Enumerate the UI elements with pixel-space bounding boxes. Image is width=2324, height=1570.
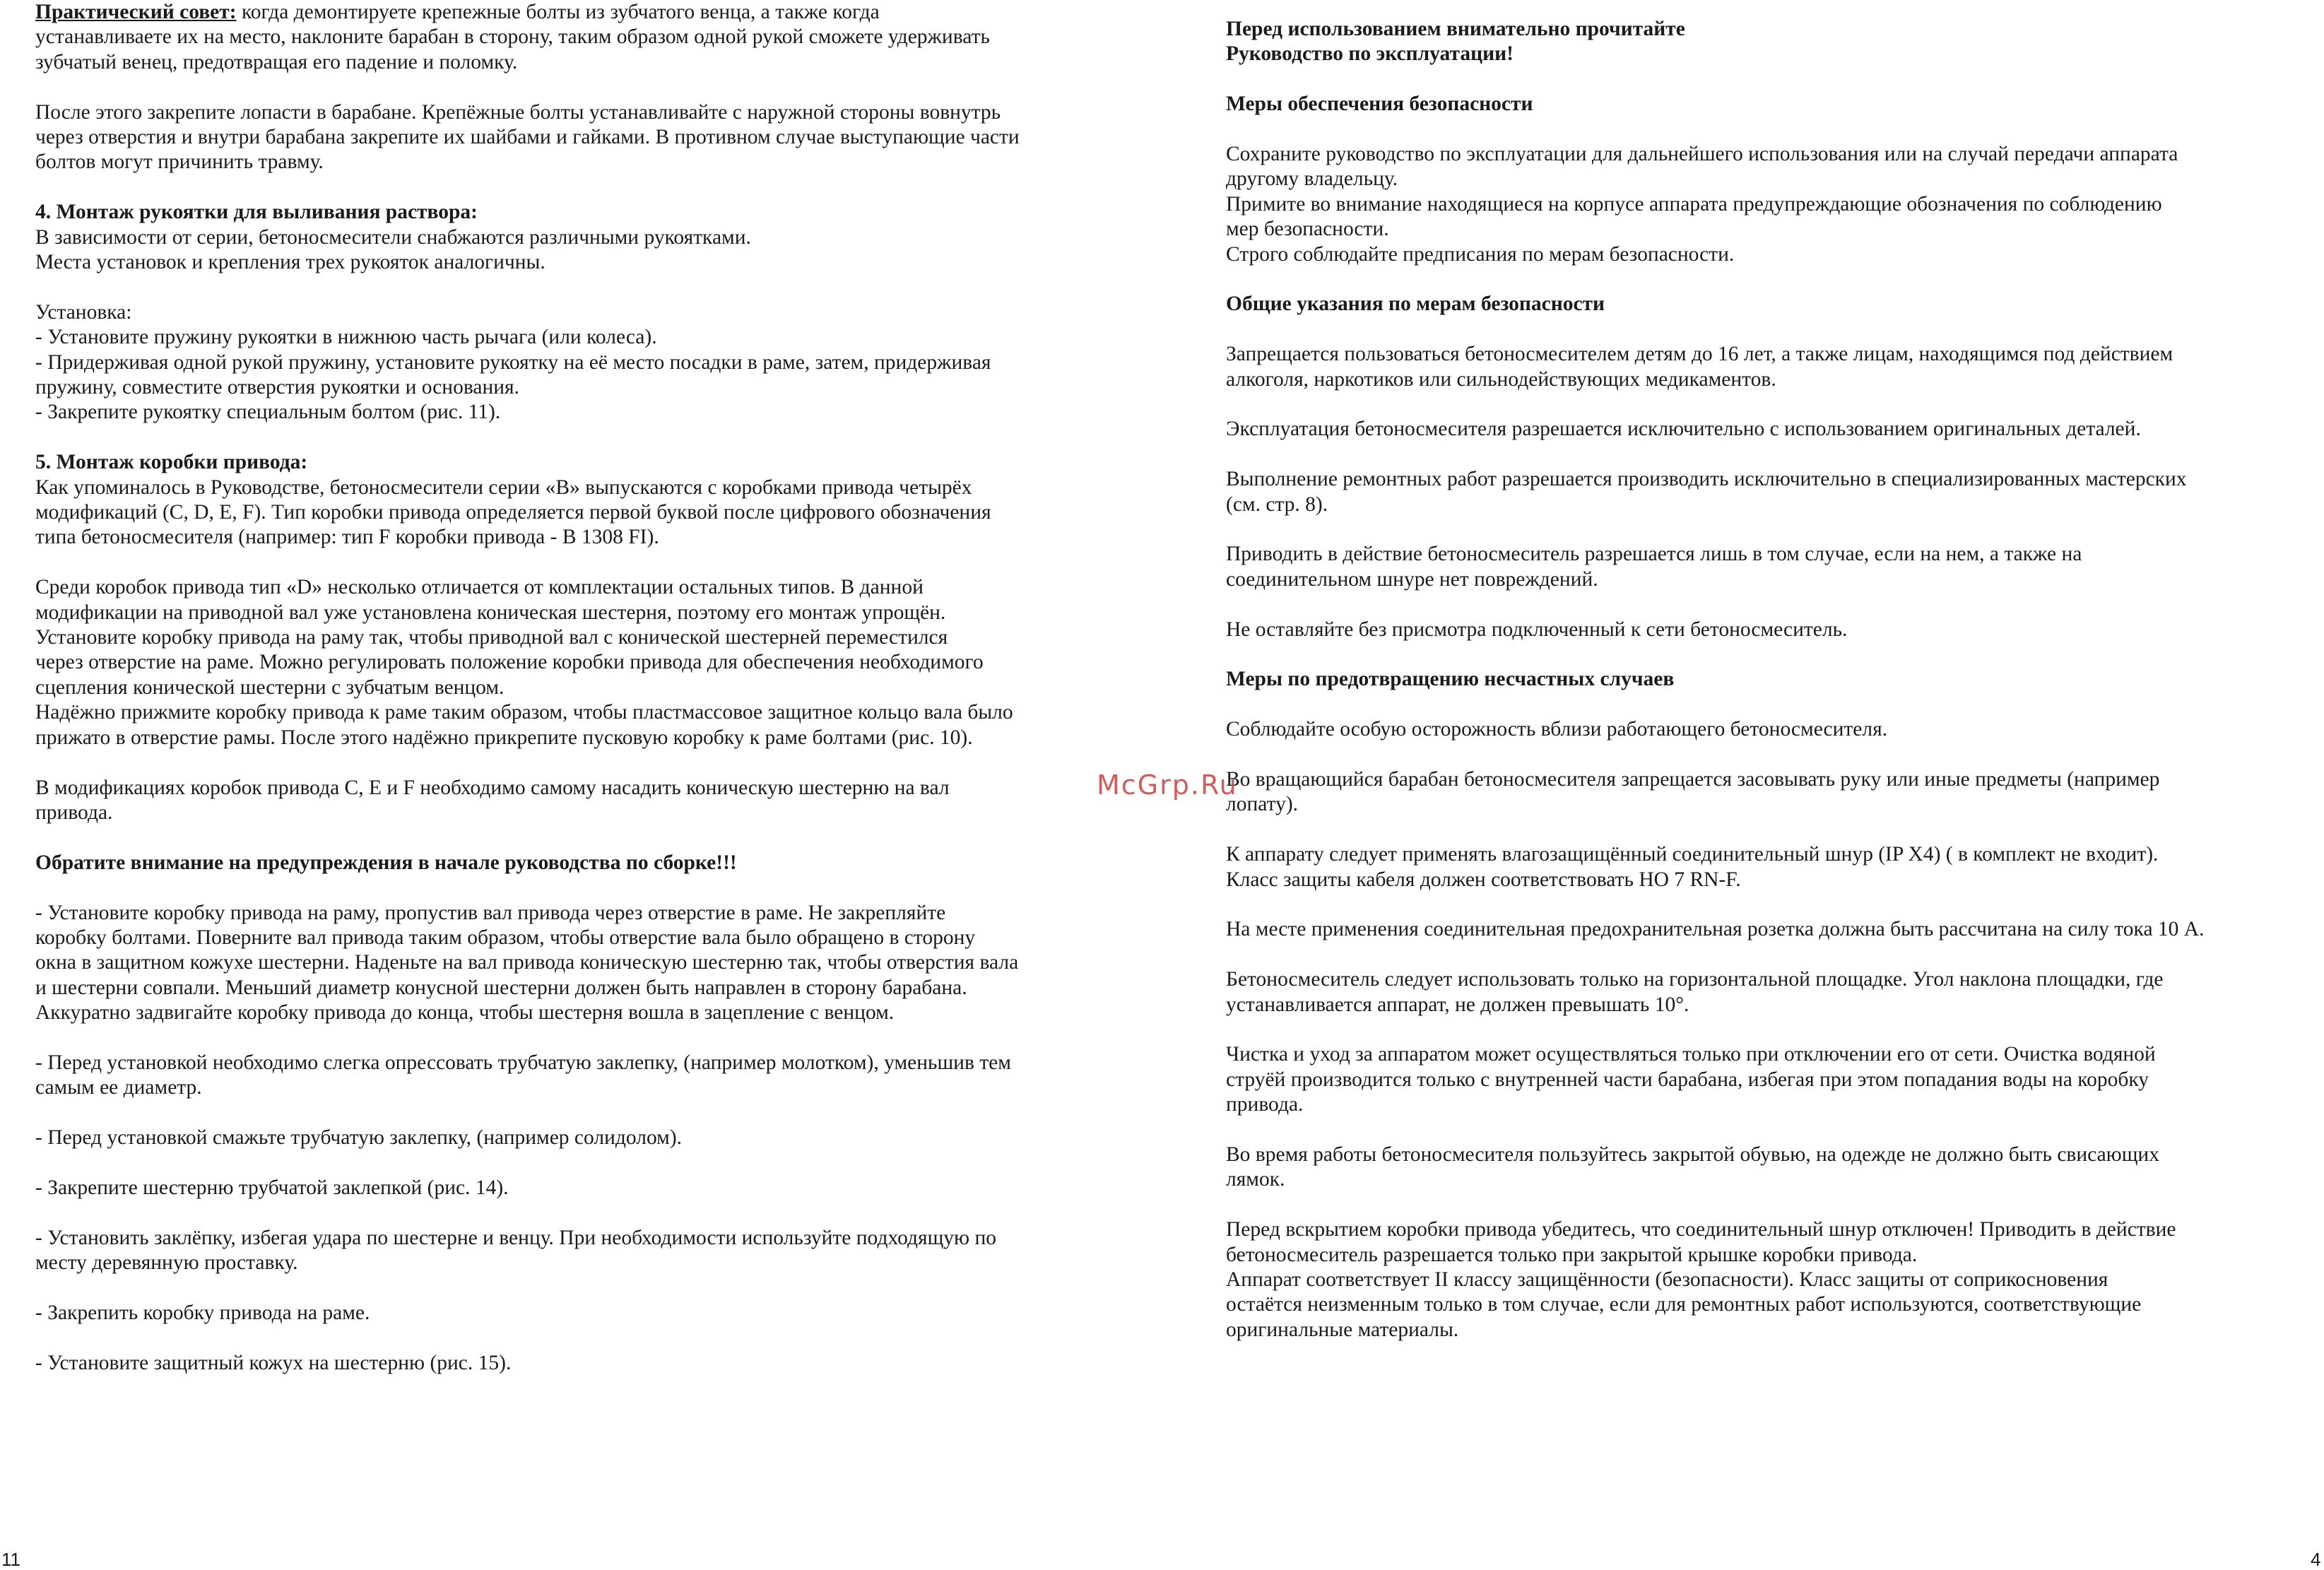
cord-line: Приводить в действие бетоносмеситель разрешается лишь в том случае, если на нем, а также на	[1226, 543, 2082, 566]
age-paragraph	[1226, 342, 2307, 392]
drum-paragraph	[1226, 767, 2307, 818]
warning-paragraph	[35, 851, 1123, 875]
cord-line: соединительном шнуре нет повреждений.	[1226, 567, 1598, 591]
step-d	[35, 1176, 1123, 1200]
warning-heading: Обратите внимание на предупреждения в начале руководства по сборке!!!	[35, 851, 737, 874]
installation-steps	[35, 300, 1123, 425]
clothing-line: Во время работы бетоносмесителя пользуйтесь закрытой обувью, на одежде не должно быть свисающих	[1226, 1143, 2159, 1167]
age-line: Запрещается пользоваться бетоносмесителем детям до 16 лет, а также лицам, находящимся под действием	[1226, 343, 2173, 366]
safety-heading: Меры обеспечения безопасности	[1226, 93, 1533, 116]
ipx4-line: Класс защиты кабеля должен соответствовать НО 7 RN-F.	[1226, 868, 1741, 891]
step-e-line: - Установить заклёпку, избегая удара по шестерне и венцу. При необходимости используйте подходящую по	[35, 1226, 996, 1249]
type-d-line: прижато в отверстие рамы. После этого надёжно прикрепите пусковую коробку к раме болтами (рис. 10).	[35, 726, 973, 749]
section-5-heading: 5. Монтаж коробки привода:	[35, 451, 308, 474]
section-4	[35, 200, 1123, 275]
intro-line: Руководство по эксплуатации!	[1226, 42, 1514, 66]
surface-line: устанавливается аппарат, не должен превышать 10°.	[1226, 993, 1689, 1016]
section-5	[35, 450, 1123, 550]
general-heading: Общие указания по мерам безопасности	[1226, 293, 1605, 316]
mods-line: привода.	[35, 801, 113, 824]
intro-line: Перед использованием внимательно прочитайте	[1226, 18, 1685, 40]
watermark: McGrp.Ru	[1097, 769, 1238, 801]
step-b-line: - Перед установкой необходимо слегка опрессовать трубчатую заклепку, (например молотком), уменьшив тем	[35, 1051, 1011, 1074]
mods-line: В модификациях коробок привода C, E и F необходимо самому насадить коническую шестерню на вал	[35, 776, 950, 799]
gearbox-line: оригинальные материалы.	[1226, 1318, 1459, 1341]
type-d-line: модификации на приводной вал уже установлена коническая шестерня, поэтому его монтаж упрощён.	[35, 601, 946, 624]
type-d-line: Среди коробок привода тип «D» несколько отличается от комплектации остальных типов. В данной	[35, 576, 924, 599]
accident-heading-block	[1226, 667, 2307, 692]
install-line: - Установите пружину рукоятки в нижнюю часть рычага (или колеса).	[35, 326, 657, 349]
safety-line: другому владельцу.	[1226, 167, 1398, 191]
repair-line: (см. стр. 8).	[1226, 492, 1328, 516]
step-f-line: - Закрепить коробку привода на раме.	[35, 1301, 370, 1324]
caution-line: Соблюдайте особую осторожность вблизи работающего бетоносмесителя.	[1226, 718, 1888, 741]
type-d-line: через отверстие на раме. Можно регулировать положение коробки привода для обеспечения необходимого	[35, 651, 984, 674]
section-5-line: типа бетоносмесителя (например: тип F коробки привода - B 1308 FI).	[35, 526, 659, 549]
blades-line: через отверстия и внутри барабана закрепите их шайбами и гайками. В противном случае выступающие части	[35, 126, 1020, 149]
tip-first-line-text: когда демонтируете крепежные болты из зубчатого венца, а также когда	[236, 1, 880, 23]
step-c	[35, 1126, 1123, 1150]
step-a-line: Аккуратно задвигайте коробку привода до конца, чтобы шестерня вошла в зацепление с венцом.	[35, 1001, 895, 1025]
gearbox-line: Аппарат соответствует II классу защищённости (безопасности). Класс защиты от соприкосновения	[1226, 1268, 2108, 1292]
blades-paragraph	[35, 100, 1123, 175]
cleaning-line: привода.	[1226, 1093, 1304, 1116]
gearbox-line: бетоносмеситель разрешается только при закрытой крышке коробки привода.	[1226, 1243, 1918, 1266]
install-line: Установка:	[35, 300, 132, 324]
step-a-line: коробку болтами. Поверните вал привода таким образом, чтобы отверстие вала было обращено в сторону	[35, 926, 976, 949]
step-a-line: окна в защитном кожухе шестерни. Наденьте на вал привода коническую шестерню так, чтобы отверстия вала	[35, 951, 1019, 974]
section-5-line: Как упоминалось в Руководстве, бетоносмесители серии «В» выпускаются с коробками привода четырёх	[35, 476, 972, 499]
socket-paragraph	[1226, 917, 2307, 942]
intro-paragraph	[1226, 17, 2307, 67]
tip-line: устанавливаете их на место, наклоните барабан в сторону, таким образом одной рукой сможете удерживать	[35, 25, 990, 49]
socket-line: На месте применения соединительная предохранительная розетка должна быть рассчитана на силу тока 10 А.	[1226, 918, 2205, 941]
type-d-line: сцепления конической шестерни с зубчатым венцом.	[35, 675, 505, 699]
unattended-paragraph	[1226, 618, 2307, 642]
step-f	[35, 1301, 1123, 1326]
tip-first-line	[35, 0, 1123, 25]
install-line: - Придерживая одной рукой пружину, установите рукоятку на её место посадки в раме, затем, придерживая	[35, 350, 991, 374]
drum-line: Во вращающийся барабан бетоносмесителя запрещается засовывать руку или иные предметы (например	[1226, 768, 2160, 791]
install-line: пружину, совместите отверстия рукоятки и основания.	[35, 376, 519, 399]
caution-paragraph	[1226, 717, 2307, 742]
original-parts-line: Эксплуатация бетоносмесителя разрешается исключительно с использованием оригинальных деталей.	[1226, 418, 2141, 441]
practical-tip	[35, 0, 1123, 75]
step-g	[35, 1351, 1123, 1376]
modifications-paragraph	[35, 776, 1123, 826]
step-g-line: - Установите защитный кожух на шестерню (рис. 15).	[35, 1351, 512, 1374]
blades-line: После этого закрепите лопасти в барабане. Крепёжные болты устанавливайте с наружной стороны вовнутрь	[35, 100, 1001, 124]
cleaning-line: Чистка и уход за аппаратом может осуществляться только при отключении его от сети. Очистка водяной	[1226, 1043, 2156, 1066]
drum-line: лопату).	[1226, 793, 1299, 816]
step-a	[35, 901, 1123, 1026]
tip-label: Практический совет:	[35, 1, 237, 23]
gearbox-paragraph	[1226, 1217, 2307, 1342]
section-4-line: В зависимости от серии, бетоносмесители снабжаются различными рукоятками.	[35, 225, 751, 249]
step-d-line: - Закрепите шестерню трубчатой заклепкой (рис. 14).	[35, 1176, 509, 1199]
clothing-paragraph	[1226, 1143, 2307, 1193]
page-number-right: 4	[2311, 1549, 2321, 1570]
step-a-line: - Установите коробку привода на раму, пропустив вал привода через отверстие в раме. Не закрепляйте	[35, 901, 946, 924]
repair-line: Выполнение ремонтных работ разрешается производить исключительно в специализированных мастерских	[1226, 468, 2187, 491]
gearbox-line: Перед вскрытием коробки привода убедитесь, что соединительный шнур отключен! Приводить в действие	[1226, 1218, 2176, 1241]
unattended-line: Не оставляйте без присмотра подключенный к сети бетоносмеситель.	[1226, 618, 1848, 641]
type-d-line: Установите коробку привода на раму так, чтобы приводной вал с конической шестерней переместился	[35, 626, 948, 649]
right-page-column	[1226, 17, 2307, 1368]
type-d-line: Надёжно прижмите коробку привода к раме таким образом, чтобы пластмассовое защитное кольцо вала было	[35, 701, 1013, 724]
safety-line: мер безопасности.	[1226, 218, 1389, 241]
clothing-line: лямок.	[1226, 1168, 1285, 1191]
step-b	[35, 1051, 1123, 1101]
install-line: - Закрепите рукоятку специальным болтом (рис. 11).	[35, 401, 501, 424]
ipx4-paragraph	[1226, 842, 2307, 892]
section-4-line: Места установок и крепления трех рукояток аналогичны.	[35, 251, 545, 274]
safety-line: Сохраните руководство по эксплуатации для дальнейшего использования или на случай передачи аппарата	[1226, 143, 2178, 165]
cleaning-line: струёй производится только с внутренней части барабана, избегая при этом попадания воды на коробку	[1226, 1068, 2149, 1091]
blades-line: болтов могут причинить травму.	[35, 150, 324, 174]
section-5-line: модификаций (C, D, E, F). Тип коробки привода определяется первой буквой после цифрового обозначения	[35, 501, 991, 524]
cord-paragraph	[1226, 542, 2307, 592]
section-4-heading: 4. Монтаж рукоятки для выливания раствора:	[35, 201, 478, 224]
original-parts-paragraph	[1226, 417, 2307, 442]
gearbox-line: остаётся неизменным только в том случае, если для ремонтных работ используются, соответствующие	[1226, 1293, 2142, 1316]
accident-heading: Меры по предотвращению несчастных случаев	[1226, 668, 1675, 691]
ipx4-line: К аппарату следует применять влагозащищённый соединительный шнур (IP X4) ( в комплект не входит).	[1226, 843, 2159, 866]
step-c-line: - Перед установкой смажьте трубчатую заклепку, (например солидолом).	[35, 1126, 683, 1150]
step-b-line: самым ее диаметр.	[35, 1076, 202, 1099]
age-line: алкоголя, наркотиков или сильнодействующих медикаментов.	[1226, 367, 1776, 391]
repair-paragraph	[1226, 467, 2307, 517]
safety-heading-block	[1226, 92, 2307, 117]
left-page-column	[35, 0, 1123, 1401]
safety-paragraph	[1226, 142, 2307, 267]
general-heading-block	[1226, 292, 2307, 317]
page-number-left: 11	[1, 1549, 20, 1570]
safety-line: Примите во внимание находящиеся на корпусе аппарата предупреждающие обозначения по соблюдению	[1226, 192, 2162, 216]
cleaning-paragraph	[1226, 1042, 2307, 1117]
safety-line: Строго соблюдайте предписания по мерам безопасности.	[1226, 242, 1735, 266]
surface-line: Бетоносмеситель следует использовать только на горизонтальной площадке. Угол наклона площадки, где	[1226, 968, 2164, 991]
tip-line: зубчатый венец, предотвращая его падение и поломку.	[35, 50, 518, 73]
step-e	[35, 1226, 1123, 1276]
surface-paragraph	[1226, 967, 2307, 1017]
step-a-line: и шестерни совпали. Меньший диаметр конусной шестерни должен быть направлен в сторону барабана.	[35, 976, 967, 999]
step-e-line: месту деревянную проставку.	[35, 1251, 298, 1275]
type-d-paragraph	[35, 575, 1123, 750]
